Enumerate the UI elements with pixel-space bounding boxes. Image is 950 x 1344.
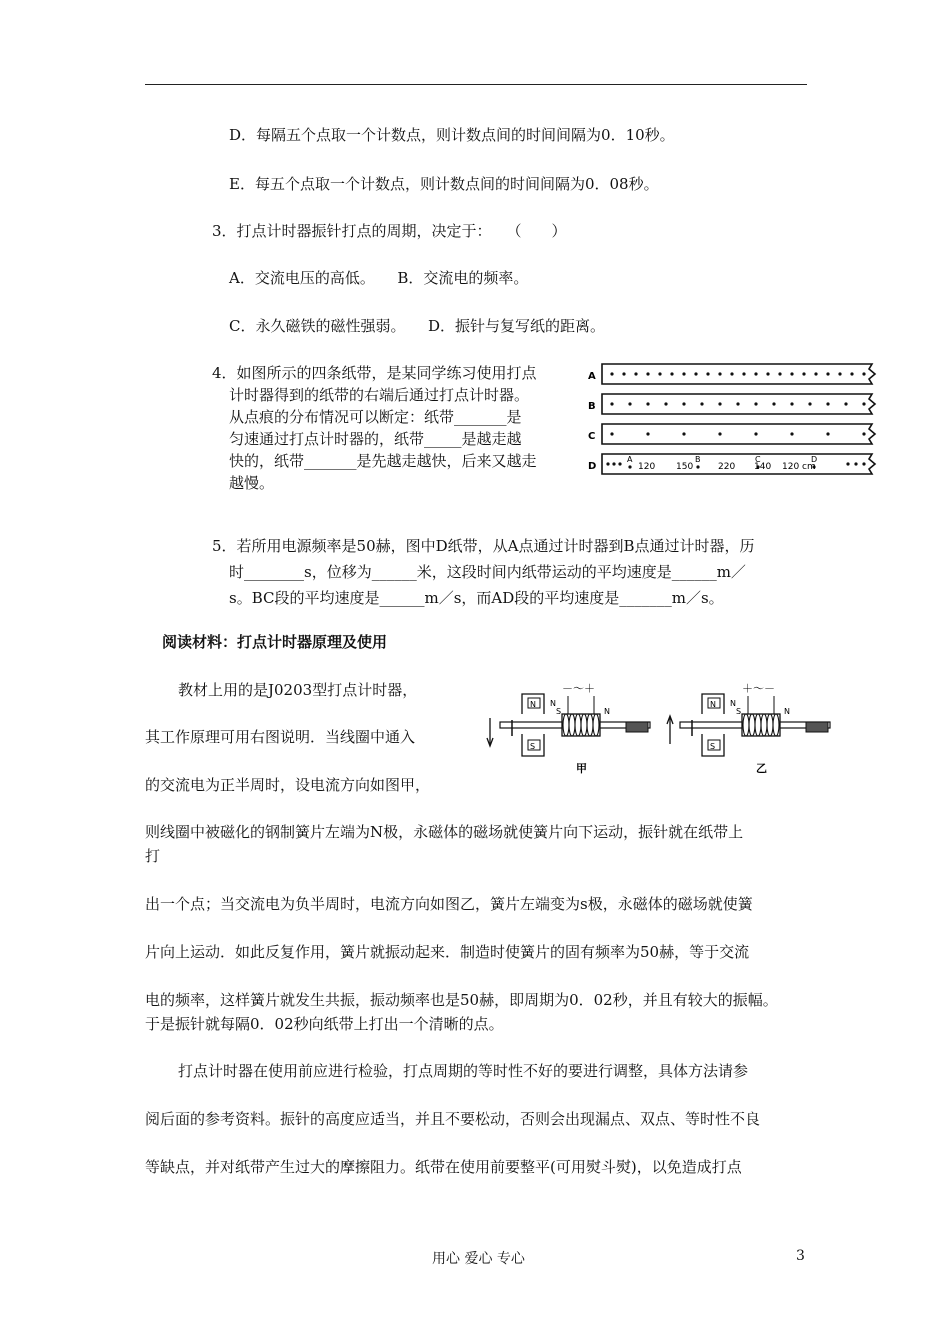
tape-dot <box>606 462 609 465</box>
tape-dot <box>718 402 721 405</box>
tape-dot <box>646 402 649 405</box>
tape-dot <box>610 372 613 375</box>
q4-line: 从点痕的分布情况可以断定：纸带_______是 <box>229 408 522 426</box>
magnet-s-label: S <box>710 742 716 751</box>
tape-dot <box>670 372 673 375</box>
tape-dot <box>718 432 721 435</box>
pole-label: S <box>556 707 562 716</box>
tape-dot <box>682 432 685 435</box>
paper-tape <box>602 424 875 444</box>
option-e-line: E．每五个点取一个计数点，则计数点间的时间间隔为0．08秒。 <box>229 175 659 193</box>
tape-dot <box>646 432 649 435</box>
segment-label: 140 <box>754 462 772 472</box>
paragraph-line: 出一个点；当交流电为负半周时，电流方向如图乙，簧片左端变为s极，永磁体的磁场就使簧 <box>145 895 753 913</box>
q4-line: 计时器得到的纸带的右端后通过打点计时器。 <box>229 386 530 404</box>
segment-label: 120 cm <box>782 462 816 472</box>
tape-dot <box>808 402 811 405</box>
tape-dot <box>658 372 661 375</box>
question-3: 3．打点计时器振针打点的周期，决定于： （ ） <box>212 222 567 240</box>
q4-line: 匀速通过打点计时器的，纸带_____是越走越 <box>229 430 522 448</box>
tape-label: B <box>588 401 596 412</box>
tape-dot <box>618 462 621 465</box>
tape-dot <box>700 402 703 405</box>
tape-dot <box>754 372 757 375</box>
tape-dot <box>612 462 615 465</box>
tape-dot <box>628 402 631 405</box>
tape-dot <box>634 372 637 375</box>
tape-dot <box>696 465 699 468</box>
pole-label: S <box>736 707 742 716</box>
magnet-s-label: S <box>530 742 536 751</box>
paragraph-line: 打 <box>145 847 161 865</box>
q4-line: 快的，纸带_______是先越走越快，后来又越走 <box>229 452 537 470</box>
tape-dot <box>766 372 769 375</box>
paragraph-line: 阅后面的参考资料。振针的高度应适当，并且不要松动，否则会出现漏点、双点、等时性不良 <box>145 1110 761 1128</box>
pole-label: N <box>550 699 556 708</box>
tape-dot <box>790 402 793 405</box>
tape-dot <box>862 462 865 465</box>
tape-dot <box>826 402 829 405</box>
tape-dot <box>628 465 631 468</box>
figure-caption: 乙 <box>756 762 767 775</box>
question-5-line: 5．若所用电源频率是50赫，图中D纸带，从A点通过计时器到B点通过计时器，历 <box>212 537 755 555</box>
segment-label: 220 <box>718 462 736 472</box>
tape-dot <box>682 372 685 375</box>
question-5-line: 时________s，位移为______米，这段时间内纸带运动的平均速度是______m／ <box>229 563 746 581</box>
pole-label: N <box>730 699 736 708</box>
tape-dot <box>826 372 829 375</box>
tape-dot <box>754 402 757 405</box>
tape-label: A <box>588 371 596 382</box>
tape-dot <box>682 402 685 405</box>
tape-dot <box>664 402 667 405</box>
tape-dot <box>694 372 697 375</box>
option-d-line: D．每隔五个点取一个计数点，则计数点间的时间间隔为0．10秒。 <box>229 126 675 144</box>
footer-motto: 用心 爱心 专心 <box>432 1251 525 1267</box>
tape-dot <box>778 372 781 375</box>
tape-dot <box>846 462 849 465</box>
tape-dot <box>610 432 613 435</box>
point-label: D <box>811 455 818 464</box>
tape-dot <box>844 402 847 405</box>
tape-dot <box>706 372 709 375</box>
paragraph-line: 其工作原理可用右图说明．当线圈中通入 <box>145 728 416 746</box>
paragraph-line: 则线圈中被磁化的钢制簧片左端为N极，永磁体的磁场就使簧片向下运动，振针就在纸带上 <box>145 823 744 841</box>
question-4 <box>212 362 582 494</box>
tape-dot <box>802 372 805 375</box>
segment-label: 150 <box>676 462 694 472</box>
tape-label: C <box>588 431 596 442</box>
question-3-options-ab: A．交流电压的高低。 B．交流电的频率。 <box>229 269 529 287</box>
tape-dot <box>790 372 793 375</box>
current-signs: ＋～－ <box>742 682 775 695</box>
tape-dot <box>862 402 865 405</box>
tape-dot <box>754 432 757 435</box>
tape-dot <box>862 432 865 435</box>
reading-title: 阅读材料：打点计时器原理及使用 <box>162 633 388 651</box>
pole-label: N <box>784 707 790 716</box>
header-rule <box>145 84 807 85</box>
tape-dot <box>646 372 649 375</box>
page-number: 3 <box>796 1248 805 1264</box>
tape-dot <box>718 372 721 375</box>
current-signs: －～＋ <box>562 682 595 695</box>
tape-dot <box>610 402 613 405</box>
tape-dot <box>854 462 857 465</box>
tape-dot <box>730 372 733 375</box>
question-5-line: s。BC段的平均速度是______m／s，而AD段的平均速度是_______m／s。 <box>229 589 724 607</box>
q4-line: 越慢。 <box>229 474 275 492</box>
tape-dot <box>838 372 841 375</box>
point-label: A <box>627 455 633 464</box>
paragraph-line: 的交流电为正半周时，设电流方向如图甲， <box>145 776 431 794</box>
paper-tape-figure <box>586 360 880 482</box>
paragraph-line: 打点计时器在使用前应进行检验，打点周期的等时性不好的要进行调整，具体方法请参 <box>178 1062 749 1080</box>
paragraph-line: 片向上运动．如此反复作用，簧片就振动起来．制造时使簧片的固有频率为50赫，等于交流 <box>145 943 750 961</box>
magnet-n-label: N <box>710 700 716 709</box>
point-label: B <box>695 455 701 464</box>
clamp-block <box>626 722 648 732</box>
segment-label: 120 <box>638 462 656 472</box>
pole-label: N <box>604 707 610 716</box>
tape-label: D <box>588 461 597 472</box>
figure-caption: 甲 <box>576 762 587 775</box>
tape-dot <box>736 402 739 405</box>
tape-dot <box>622 372 625 375</box>
paragraph-line: 等缺点，并对纸带产生过大的摩擦阻力。纸带在使用前要整平(可用熨斗熨)，以免造成打点 <box>145 1158 742 1176</box>
tape-dot <box>790 432 793 435</box>
magnet-n-label: N <box>530 700 536 709</box>
tape-dot <box>814 372 817 375</box>
q4-line: 4．如图所示的四条纸带，是某同学练习使用打点 <box>212 364 537 382</box>
paper-tape <box>602 364 875 384</box>
clamp-block <box>806 722 828 732</box>
tape-dot <box>850 372 853 375</box>
tape-dot <box>862 372 865 375</box>
tape-dot <box>826 432 829 435</box>
question-3-options-cd: C．永久磁铁的磁性强弱。 D．振针与复写纸的距离。 <box>229 317 606 335</box>
tape-dot <box>742 372 745 375</box>
paragraph-line: 教材上用的是J0203型打点计时器， <box>178 681 418 699</box>
paragraph-line: 电的频率，这样簧片就发生共振，振动频率也是50赫，即周期为0．02秒，并且有较大的振幅。 <box>145 991 778 1009</box>
paragraph-line: 于是振针就每隔0．02秒向纸带上打出一个清晰的点。 <box>145 1015 504 1033</box>
coil-diagram <box>484 676 840 780</box>
tape-dot <box>772 402 775 405</box>
point-label: C <box>755 455 761 464</box>
